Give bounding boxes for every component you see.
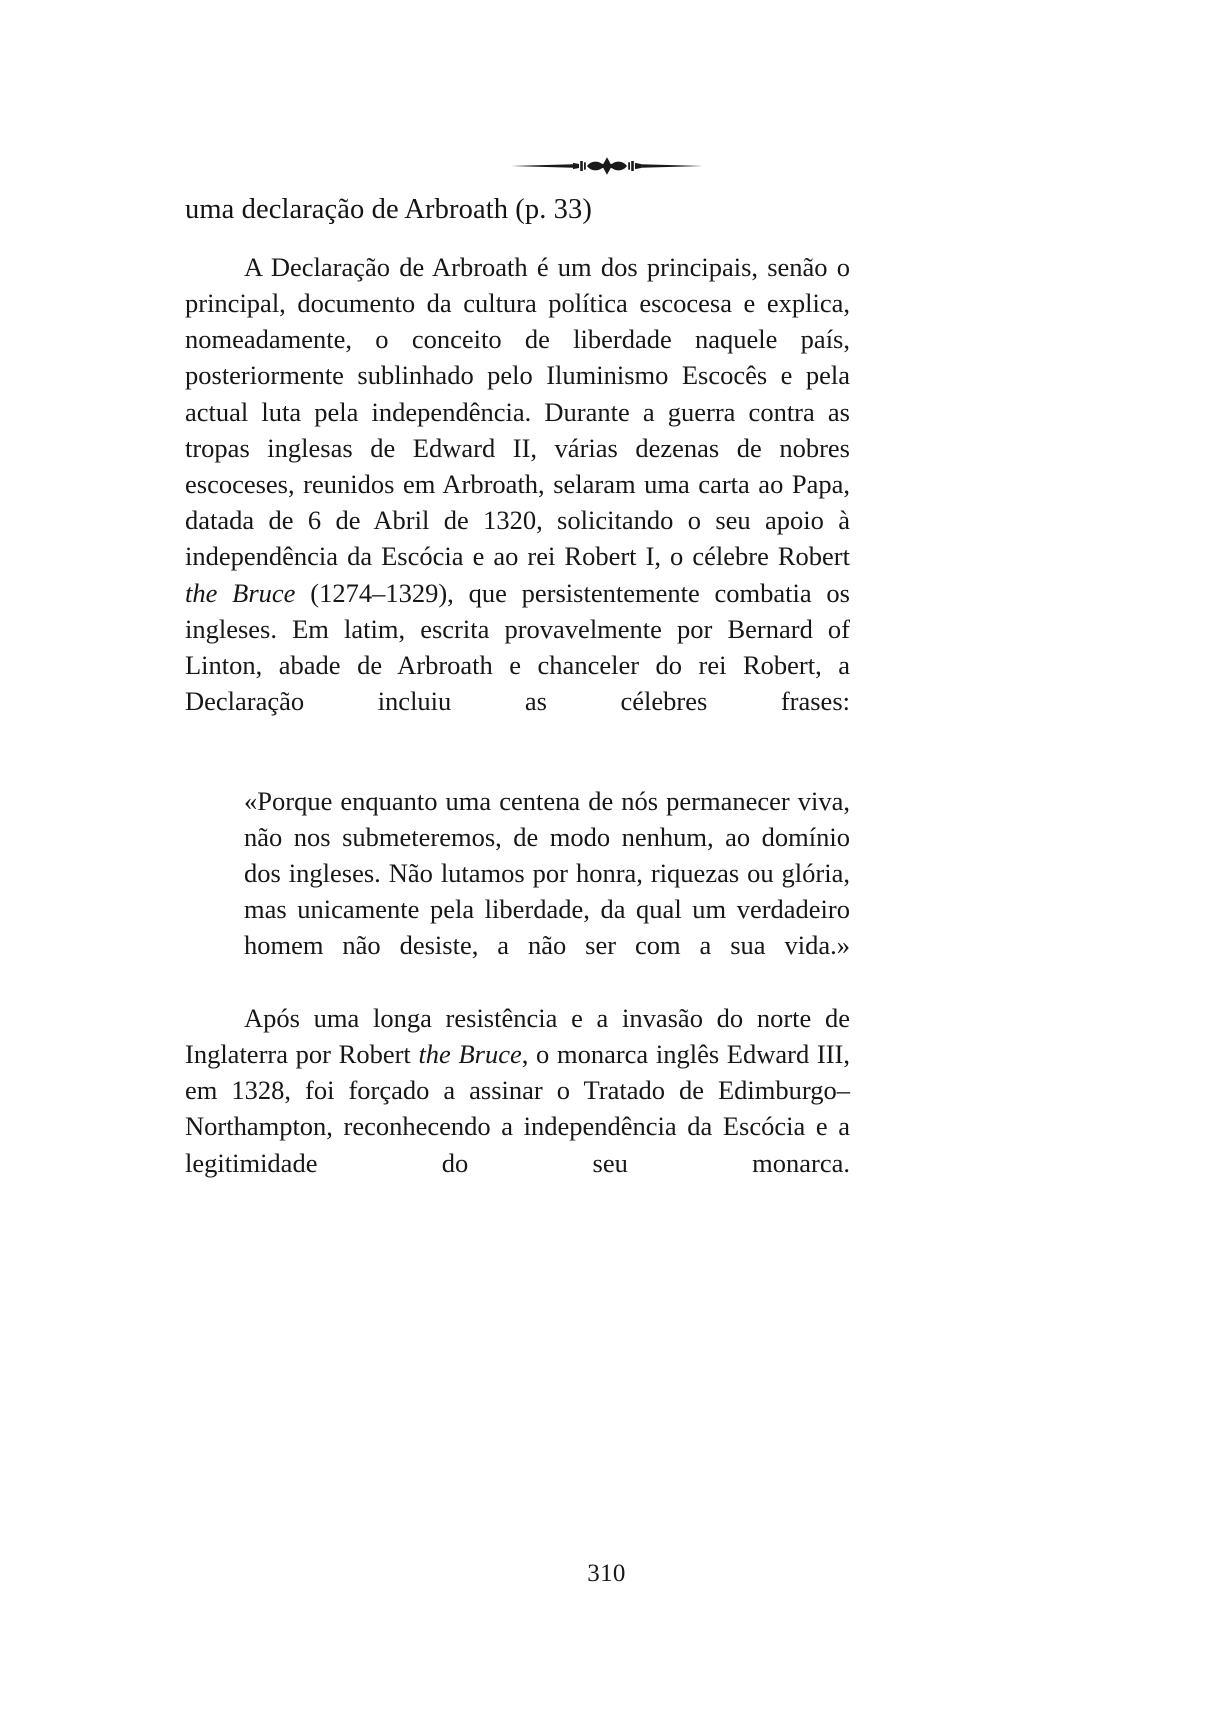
paragraph-intro-part-1: A Declaração de Arbroath é um dos principais, senão o principal, documento da cultura política escocesa e explica, nomeadamente, o conceito de liberdade naquele país, posteriormente sublinhado pelo Iluminismo Escocês e pela actual luta pela independência. Durante a guerra contra as tropas inglesas de Edward II, várias dezenas de nobres escoceses, reunidos em Arbroath, selaram uma carta ao Papa, datada de 6 de Abril de 1320, solicitando o seu apoio à independência da Escócia e ao rei Robert I, o célebre Robert: [185, 251, 850, 572]
ornament-divider: [0, 150, 1213, 182]
text-column: [185, 193, 850, 1217]
paragraph-intro-part-2: (1274–1329), que persistentemente combatia os ingleses. Em latim, escrita provavelmente por Bernard of Linton, abade de Arbroath e chanceler do rei Robert, a Declaração incluiu as célebres frases:: [185, 577, 850, 717]
decorative-rule-ornament: [511, 155, 703, 177]
page-number: 310: [587, 1560, 626, 1587]
paragraph-closing-part-2: , o monarca inglês Edward III, em 1328, foi forçado a assinar o Tratado de Edimburgo–Northampton, reconhecendo a independência da Escócia e a legitimidade do seu monarca.: [185, 1039, 850, 1178]
blockquote-declaration: «Porque enquanto uma centena de nós permanecer viva, não nos submeteremos, de modo nenhum, ao domínio dos ingleses. Não lutamos por honra, riquezas ou glória, mas unicamente pela liberdade, da qual um verdadeiro homem não desiste, a não ser com a sua vida.»: [244, 785, 850, 961]
paragraph-intro: [185, 249, 850, 756]
page-title: uma declaração de Arbroath (p. 33): [185, 194, 592, 225]
paragraph-closing-part-1: Após uma longa resistência e a invasão do norte de Inglaterra por Robert: [185, 1002, 850, 1070]
paragraph-closing: [185, 1000, 850, 1217]
italic-the-bruce: the Bruce: [185, 577, 296, 608]
italic-the-bruce-2: the Bruce: [418, 1039, 522, 1070]
